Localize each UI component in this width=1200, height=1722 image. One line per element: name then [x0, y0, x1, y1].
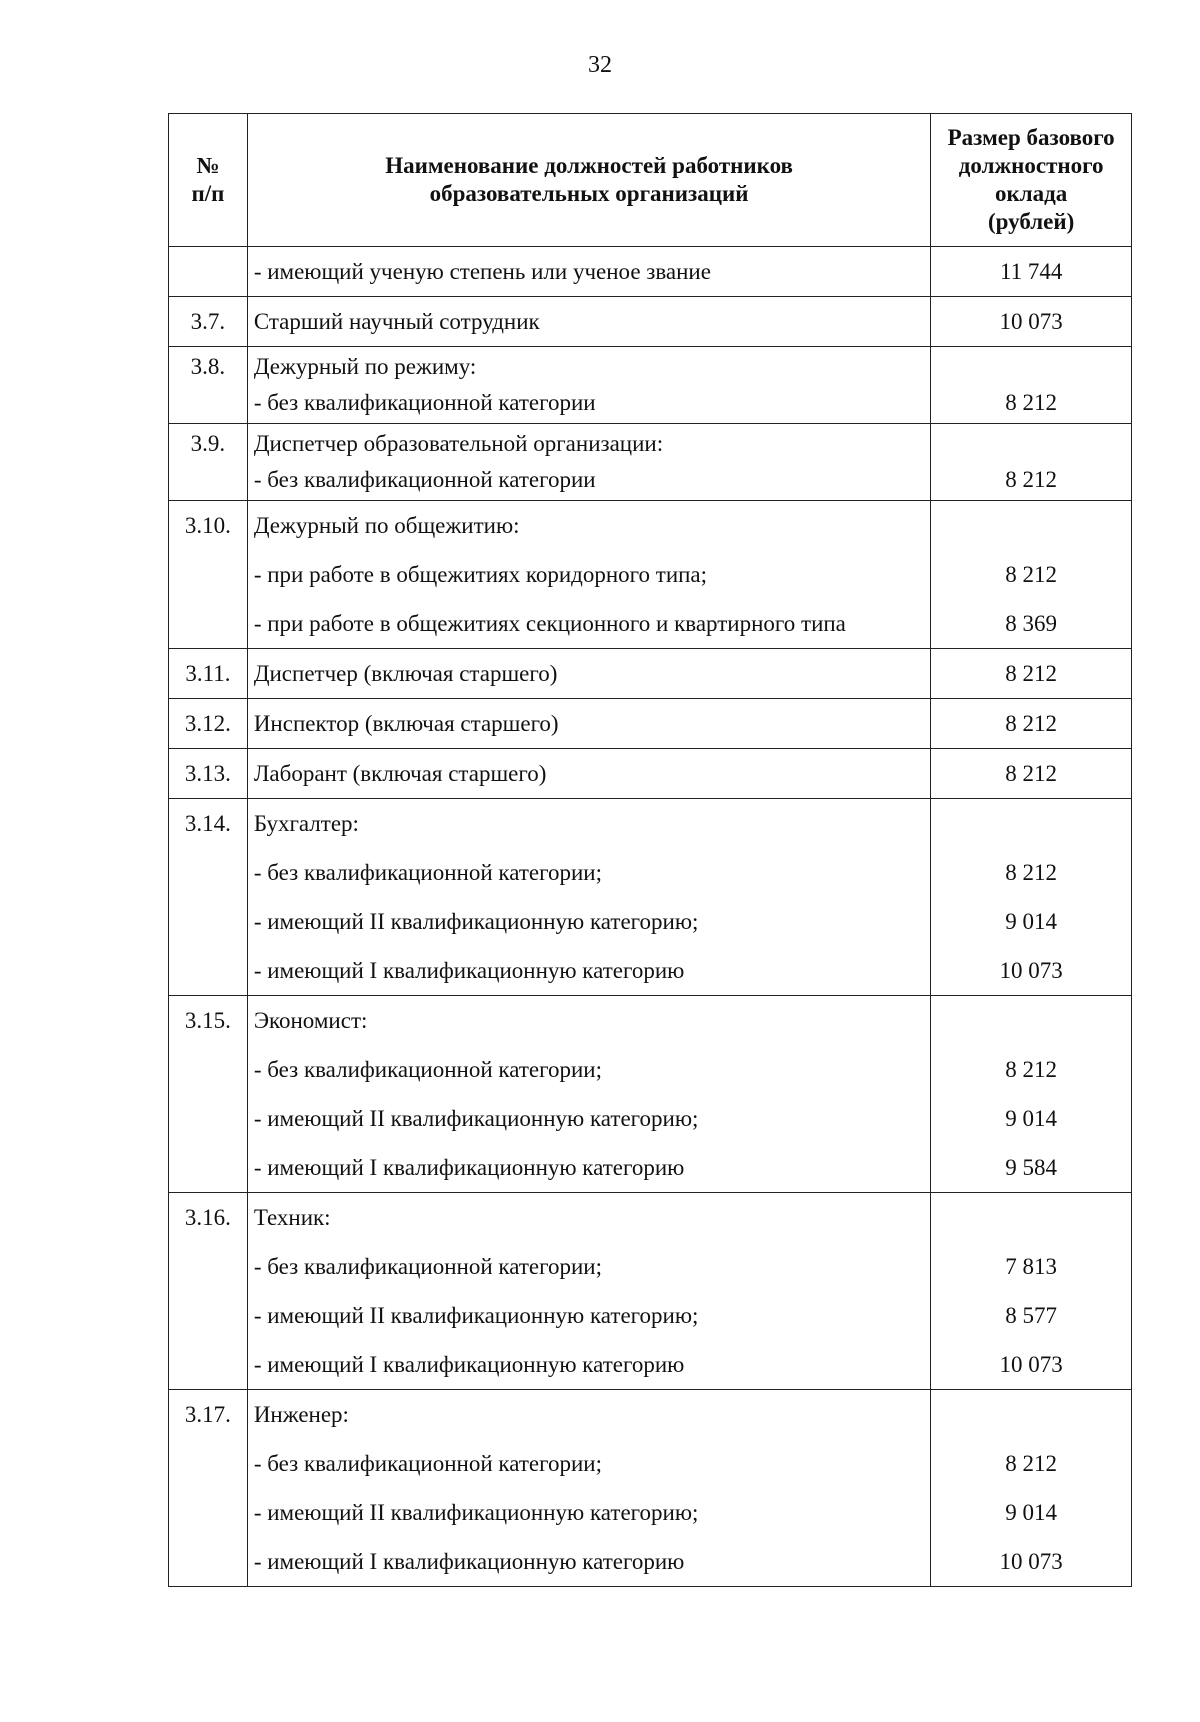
position-name-cell: [247, 501, 931, 649]
salary-value: 8 212: [1005, 562, 1058, 587]
salary-cell: [931, 699, 1132, 749]
row-number: 3.9.: [190, 431, 226, 456]
row-number-cell: [169, 799, 248, 996]
row-number: 3.7.: [190, 309, 226, 334]
header-base-salary: [931, 114, 1132, 247]
row-number: 3.12.: [184, 711, 231, 736]
salary-value: 8 212: [1005, 1451, 1058, 1476]
row-number: 3.17.: [184, 1402, 231, 1427]
header-number: [169, 114, 248, 247]
salary-value: 7 813: [1005, 1254, 1058, 1279]
salary-cell: [931, 1390, 1132, 1587]
position-name-line: - при работе в общежитиях коридорного типа;: [253, 562, 708, 587]
position-name-cell: [247, 424, 931, 501]
salary-value: 8 577: [1005, 1303, 1058, 1328]
salary-cell: [931, 749, 1132, 799]
position-name-line: Инспектор (включая старшего): [253, 711, 559, 736]
salary-value: 10 073: [999, 1352, 1063, 1377]
salary-cell: [931, 424, 1132, 501]
position-name-cell: [247, 996, 931, 1193]
position-name-line: - имеющий II квалификационную категорию;: [253, 1303, 699, 1328]
row-number-cell: [169, 1193, 248, 1390]
table-row: [169, 996, 1132, 1193]
position-name-line: Бухгалтер:: [253, 811, 359, 836]
salary-value: 9 584: [1005, 1155, 1058, 1180]
salary-value: 10 073: [999, 958, 1063, 983]
position-name-cell: [247, 1193, 931, 1390]
salary-value: 10 073: [999, 309, 1063, 334]
salary-cell: [931, 501, 1132, 649]
salary-cell: [931, 649, 1132, 699]
salary-value: 8 212: [1005, 661, 1058, 686]
position-name-line: - имеющий II квалификационную категорию;: [253, 909, 699, 934]
row-number: 3.11.: [185, 661, 231, 686]
row-number-cell: [169, 749, 248, 799]
table-row: [169, 501, 1132, 649]
salary-value: [931, 347, 1131, 385]
page-number: 32: [588, 52, 612, 78]
position-name-line: - имеющий II квалификационную категорию;: [253, 1500, 699, 1525]
position-name-cell: [247, 247, 931, 297]
row-number-cell: [169, 247, 248, 297]
salary-value: 8 369: [1005, 611, 1058, 636]
header-salary-line: должностного: [958, 153, 1104, 178]
position-name-line: Инженер:: [253, 1402, 349, 1427]
salary-value: 9 014: [1005, 1500, 1058, 1525]
row-number-cell: [169, 699, 248, 749]
salary-value: 8 212: [1005, 390, 1058, 415]
position-name-line: Техник:: [253, 1205, 331, 1230]
row-number-cell: [169, 501, 248, 649]
row-number: 3.15.: [184, 1008, 231, 1033]
position-name-line: - при работе в общежитиях секционного и квартирного типа: [253, 611, 846, 636]
salary-cell: [931, 247, 1132, 297]
header-number-line: п/п: [191, 181, 225, 206]
table-row: [169, 699, 1132, 749]
salary-value: 8 212: [1005, 761, 1058, 786]
salary-cell: [931, 347, 1132, 424]
row-number: 3.14.: [184, 811, 231, 836]
row-number: 3.8.: [190, 354, 226, 379]
table-row: [169, 749, 1132, 799]
position-name-line: Лаборант (включая старшего): [253, 761, 547, 786]
salary-value: 8 212: [1005, 1057, 1058, 1082]
table-row: [169, 247, 1132, 297]
header-salary-line: оклада: [995, 181, 1068, 206]
position-name-line: - имеющий I квалификационную категорию: [253, 1155, 685, 1180]
salary-value: 9 014: [1005, 1106, 1058, 1131]
salary-value: [931, 1390, 1131, 1439]
row-number: 3.10.: [184, 513, 231, 538]
position-name-line: Экономист:: [253, 1008, 368, 1033]
position-name-cell: [247, 649, 931, 699]
position-name-line: - без квалификационной категории: [253, 467, 596, 492]
salary-value: [931, 424, 1131, 462]
salary-value: 10 073: [999, 1549, 1063, 1574]
position-name-line: Диспетчер (включая старшего): [253, 661, 558, 686]
position-name-line: - без квалификационной категории;: [253, 1254, 602, 1279]
salary-value: 11 744: [999, 259, 1063, 284]
table-row: [169, 799, 1132, 996]
position-name-line: Дежурный по режиму:: [253, 354, 477, 379]
position-name-line: - без квалификационной категории: [253, 390, 596, 415]
salary-cell: [931, 297, 1132, 347]
row-number-cell: [169, 424, 248, 501]
table-header-row: [169, 114, 1132, 247]
table-row: [169, 297, 1132, 347]
header-position-line: Наименование должностей работников: [385, 153, 793, 178]
position-name-cell: [247, 799, 931, 996]
row-number-cell: [169, 1390, 248, 1587]
position-name-line: - без квалификационной категории;: [253, 860, 602, 885]
position-name-line: - имеющий I квалификационную категорию: [253, 1549, 685, 1574]
position-name-line: - имеющий I квалификационную категорию: [253, 958, 685, 983]
row-number-cell: [169, 996, 248, 1193]
position-name-line: - без квалификационной категории;: [253, 1057, 602, 1082]
position-name-line: - имеющий I квалификационную категорию: [253, 1352, 685, 1377]
position-name-cell: [247, 699, 931, 749]
row-number: 3.16.: [184, 1205, 231, 1230]
table-body: [169, 247, 1132, 1587]
position-name-cell: [247, 347, 931, 424]
position-name-line: - имеющий ученую степень или ученое звание: [253, 259, 711, 284]
salary-value: 9 014: [1005, 909, 1058, 934]
row-number-cell: [169, 649, 248, 699]
salary-cell: [931, 996, 1132, 1193]
table-row: [169, 424, 1132, 501]
salary-value: [931, 501, 1131, 550]
header-salary-line: Размер базового: [947, 125, 1115, 150]
header-number-line: №: [196, 153, 220, 178]
position-name-line: Диспетчер образовательной организации:: [253, 431, 664, 456]
position-name-line: Старший научный сотрудник: [253, 309, 540, 334]
position-name-cell: [247, 1390, 931, 1587]
salary-cell: [931, 1193, 1132, 1390]
table-row: [169, 1390, 1132, 1587]
header-position-line: образовательных организаций: [429, 181, 749, 206]
salary-value: 8 212: [1005, 467, 1058, 492]
row-number: [169, 247, 247, 296]
table-row: [169, 1193, 1132, 1390]
position-name-line: - имеющий II квалификационную категорию;: [253, 1106, 699, 1131]
salary-value: [931, 799, 1131, 848]
position-name-line: - без квалификационной категории;: [253, 1451, 602, 1476]
table-row: [169, 347, 1132, 424]
salary-value: [931, 996, 1131, 1045]
row-number: 3.13.: [184, 761, 231, 786]
salary-value: [931, 1193, 1131, 1242]
table-row: [169, 649, 1132, 699]
salary-value: 8 212: [1005, 860, 1058, 885]
row-number-cell: [169, 297, 248, 347]
row-number-cell: [169, 347, 248, 424]
position-name-line: Дежурный по общежитию:: [253, 513, 520, 538]
salary-value: 8 212: [1005, 711, 1058, 736]
salary-table: [168, 113, 1132, 1587]
header-salary-line: (рублей): [988, 209, 1075, 234]
header-position-name: [247, 114, 931, 247]
salary-cell: [931, 799, 1132, 996]
position-name-cell: [247, 297, 931, 347]
position-name-cell: [247, 749, 931, 799]
